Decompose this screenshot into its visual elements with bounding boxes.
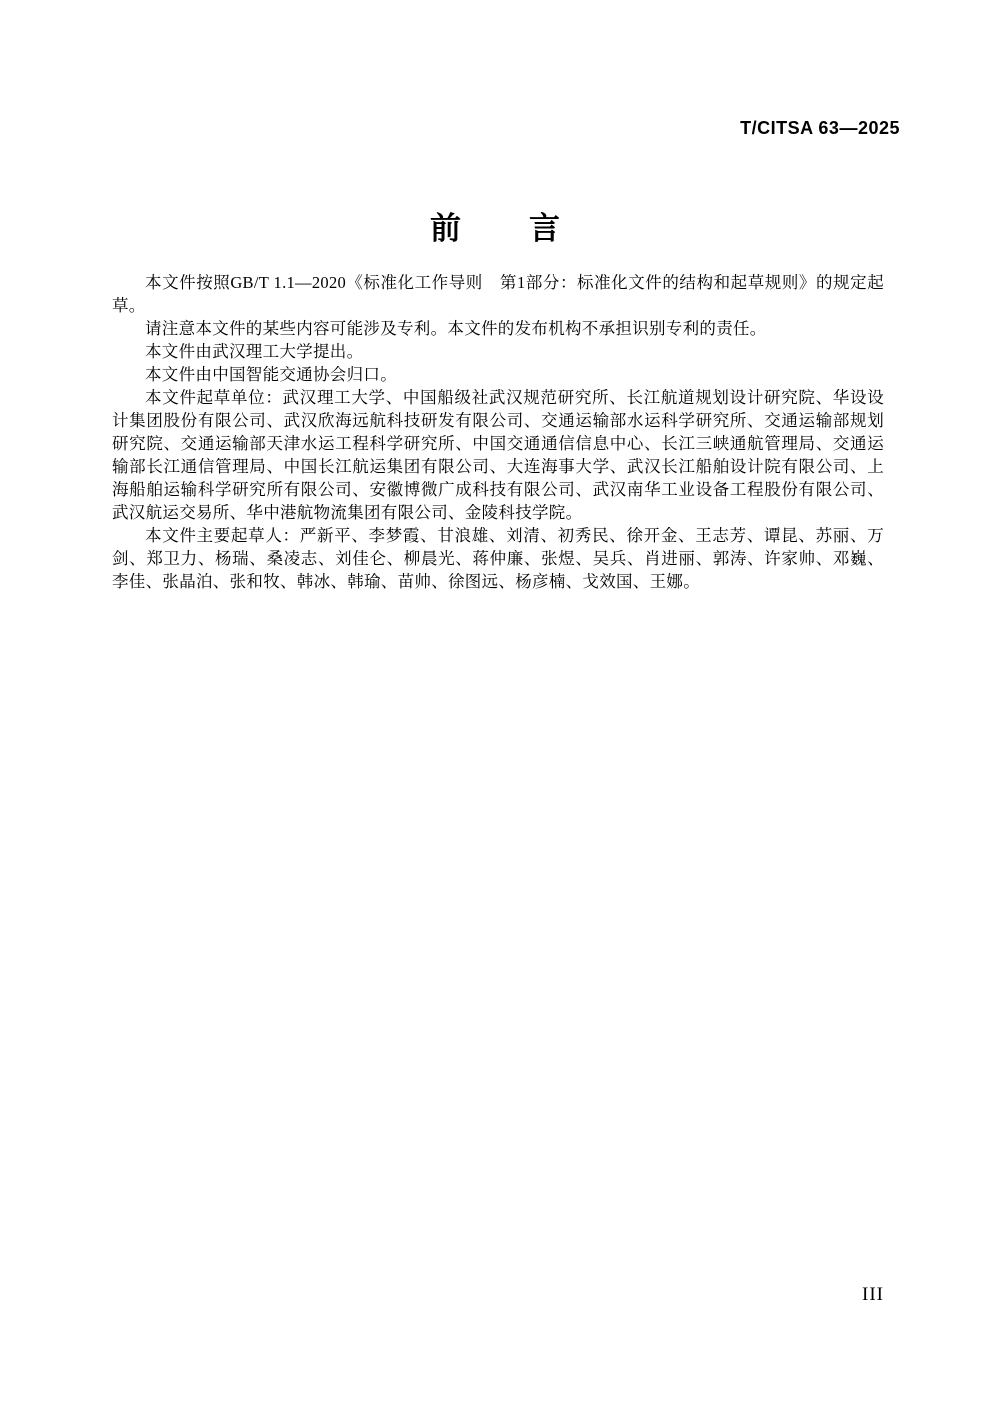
paragraph-proposed-by: 本文件由武汉理工大学提出。	[145, 342, 364, 361]
foreword-body	[112, 271, 884, 593]
standard-code-header: T/CITSA 63—2025	[740, 118, 900, 138]
foreword-title: 前 言	[430, 211, 562, 246]
paragraph-drafting-rules: 本文件按照GB/T 1.1—2020《标准化工作导则 第1部分：标准化文件的结构和起草规则》的规定起草。	[112, 273, 884, 315]
paragraph-patent-notice: 请注意本文件的某些内容可能涉及专利。本文件的发布机构不承担识别专利的责任。	[145, 319, 767, 338]
paragraph-drafting-organizations: 本文件起草单位：武汉理工大学、中国船级社武汉规范研究所、长江航道规划设计研究院、华设设计集团股份有限公司、武汉欣海远航科技研发有限公司、交通运输部水运科学研究所、交通运输部规划研究院、交通运输部天津水运工程科学研究所、中国交通通信信息中心、长江三峡通航管理局、交通运输部长江通信管理局、中国长江航运集团有限公司、大连海事大学、武汉长江船舶设计院有限公司、上海船舶运输科学研究所有限公司、安徽博微广成科技有限公司、武汉南华工业设备工程股份有限公司、武汉航运交易所、华中港航物流集团有限公司、金陵科技学院。	[112, 388, 884, 522]
paragraph-main-drafters: 本文件主要起草人：严新平、李梦霞、甘浪雄、刘清、初秀民、徐开金、王志芳、谭昆、苏丽、万剑、郑卫力、杨瑞、桑凌志、刘佳仑、柳晨光、蒋仲廉、张煜、吴兵、肖进丽、郭涛、许家帅、邓巍、李佳、张晶泊、张和牧、韩冰、韩瑜、苗帅、徐图远、杨彦楠、戈效国、王娜。	[112, 526, 884, 591]
page-number: III	[862, 1284, 884, 1305]
paragraph-centralized-by: 本文件由中国智能交通协会归口。	[145, 365, 397, 384]
